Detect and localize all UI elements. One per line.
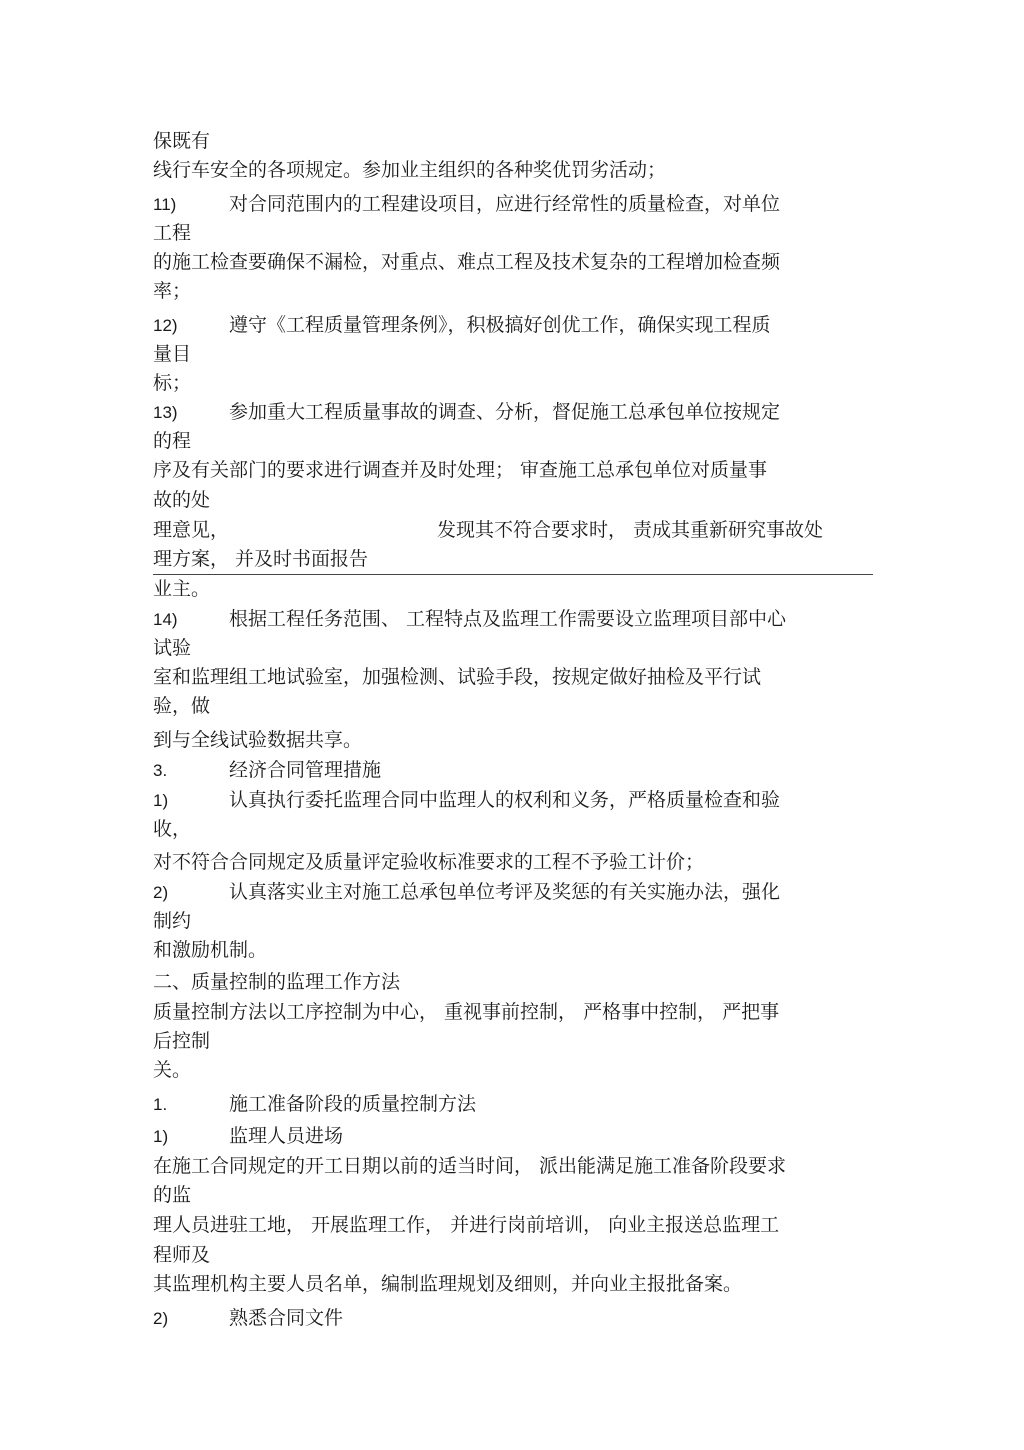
line-text: 关。 xyxy=(153,1059,192,1081)
item-number: 11) xyxy=(153,195,177,214)
line-text: 理人员进驻工地， 开展监理工作， 并进行岗前培训， 向业主报送总监理工 xyxy=(153,1214,780,1236)
text-line xyxy=(153,340,873,369)
text-line xyxy=(153,456,873,485)
line-text: 遵守《工程质量管理条例》，积极搞好创优工作，确保实现工程质 xyxy=(229,314,771,336)
text-line xyxy=(153,968,873,997)
line-text: 线行车安全的各项规定。参加业主组织的各种奖优罚劣活动； xyxy=(153,159,667,181)
text-line xyxy=(153,1056,873,1085)
text-line xyxy=(153,1122,873,1151)
line-text: 对不符合合同规定及质量评定验收标准要求的工程不予验工计价； xyxy=(153,851,705,873)
line-text: 率； xyxy=(153,280,192,302)
text-line xyxy=(153,1152,873,1181)
line-text: 认真落实业主对施工总承包单位考评及奖惩的有关实施办法，强化 xyxy=(229,881,781,903)
line-text-continued: 发现其不符合要求时， 责成其重新研究事故处 xyxy=(437,519,824,541)
line-text: 程师及 xyxy=(153,1244,211,1266)
text-line xyxy=(153,848,873,877)
text-line xyxy=(153,692,873,721)
text-line xyxy=(153,398,873,427)
line-text: 后控制 xyxy=(153,1030,211,1052)
line-text: 监理人员进场 xyxy=(229,1125,344,1147)
line-text: 经济合同管理措施 xyxy=(229,759,382,781)
text-line xyxy=(153,1181,873,1210)
line-text: 的施工检查要确保不漏检，对重点、难点工程及技术复杂的工程增加检查频 xyxy=(153,251,781,273)
item-number: 12) xyxy=(153,316,178,335)
text-line xyxy=(153,815,873,844)
text-line xyxy=(153,427,873,456)
item-number: 13) xyxy=(153,403,178,422)
text-line xyxy=(153,248,873,277)
line-text: 理意见， xyxy=(153,519,230,541)
text-line xyxy=(153,486,873,515)
text-line xyxy=(153,277,873,306)
line-text: 熟悉合同文件 xyxy=(229,1307,344,1329)
line-text: 室和监理组工地试验室，加强检测、试验手段，按规定做好抽检及平行试 xyxy=(153,666,762,688)
line-text: 到与全线试验数据共享。 xyxy=(153,729,363,751)
line-text: 认真执行委托监理合同中监理人的权利和义务，严格质量检查和验 xyxy=(229,789,781,811)
item-number: 1) xyxy=(153,1127,169,1146)
line-text: 收， xyxy=(153,818,192,840)
line-text: 施工准备阶段的质量控制方法 xyxy=(229,1093,477,1115)
text-line xyxy=(153,127,873,156)
text-line xyxy=(153,1090,873,1119)
line-text: 工程 xyxy=(153,222,192,244)
line-text: 质量控制方法以工序控制为中心， 重视事前控制， 严格事中控制， 严把事 xyxy=(153,1001,780,1023)
text-line xyxy=(153,634,873,663)
text-line xyxy=(153,1270,873,1299)
text-line xyxy=(153,219,873,248)
line-text: 其监理机构主要人员名单，编制监理规划及细则，并向业主报批备案。 xyxy=(153,1273,743,1295)
text-line xyxy=(153,575,873,604)
line-text: 的程 xyxy=(153,430,192,452)
text-line xyxy=(153,907,873,936)
line-text: 根据工程任务范围、 工程特点及监理工作需要设立监理项目部中心 xyxy=(229,608,787,630)
item-number: 1) xyxy=(153,791,169,810)
text-line xyxy=(153,878,873,907)
text-line xyxy=(153,545,873,574)
text-line xyxy=(153,190,873,219)
text-line xyxy=(153,605,873,634)
line-text: 参加重大工程质量事故的调查、分析，督促施工总承包单位按规定 xyxy=(229,401,781,423)
text-line xyxy=(153,998,873,1027)
text-line xyxy=(153,936,873,965)
line-text: 的监 xyxy=(153,1184,192,1206)
line-text: 对合同范围内的工程建设项目，应进行经常性的质量检查，对单位 xyxy=(229,193,781,215)
line-text: 二、质量控制的监理工作方法 xyxy=(153,971,401,993)
text-line xyxy=(153,663,873,692)
text-line xyxy=(153,311,873,340)
text-line xyxy=(153,756,873,785)
text-line xyxy=(153,369,873,398)
line-text: 保既有 xyxy=(153,130,211,152)
line-text: 理方案， 并及时书面报告 xyxy=(153,548,369,570)
line-text: 试验 xyxy=(153,637,192,659)
item-number: 1. xyxy=(153,1095,168,1114)
item-number: 2) xyxy=(153,883,169,902)
text-line xyxy=(153,786,873,815)
line-text: 和激励机制。 xyxy=(153,939,268,961)
line-text: 制约 xyxy=(153,910,192,932)
line-text: 标； xyxy=(153,372,192,394)
text-line xyxy=(153,1304,873,1333)
line-text: 序及有关部门的要求进行调查并及时处理； 审查施工总承包单位对质量事 xyxy=(153,459,768,481)
text-line xyxy=(153,726,873,755)
text-line xyxy=(153,1241,873,1270)
text-line xyxy=(153,1211,873,1240)
line-text: 量目 xyxy=(153,343,192,365)
text-line xyxy=(153,516,873,545)
line-text: 验，做 xyxy=(153,695,211,717)
line-text: 业主。 xyxy=(153,578,211,600)
line-text: 故的处 xyxy=(153,489,211,511)
text-line xyxy=(153,156,873,185)
text-line xyxy=(153,1027,873,1056)
item-number: 3. xyxy=(153,761,168,780)
item-number: 14) xyxy=(153,610,178,629)
item-number: 2) xyxy=(153,1309,169,1328)
line-text: 在施工合同规定的开工日期以前的适当时间， 派出能满足施工准备阶段要求 xyxy=(153,1155,787,1177)
